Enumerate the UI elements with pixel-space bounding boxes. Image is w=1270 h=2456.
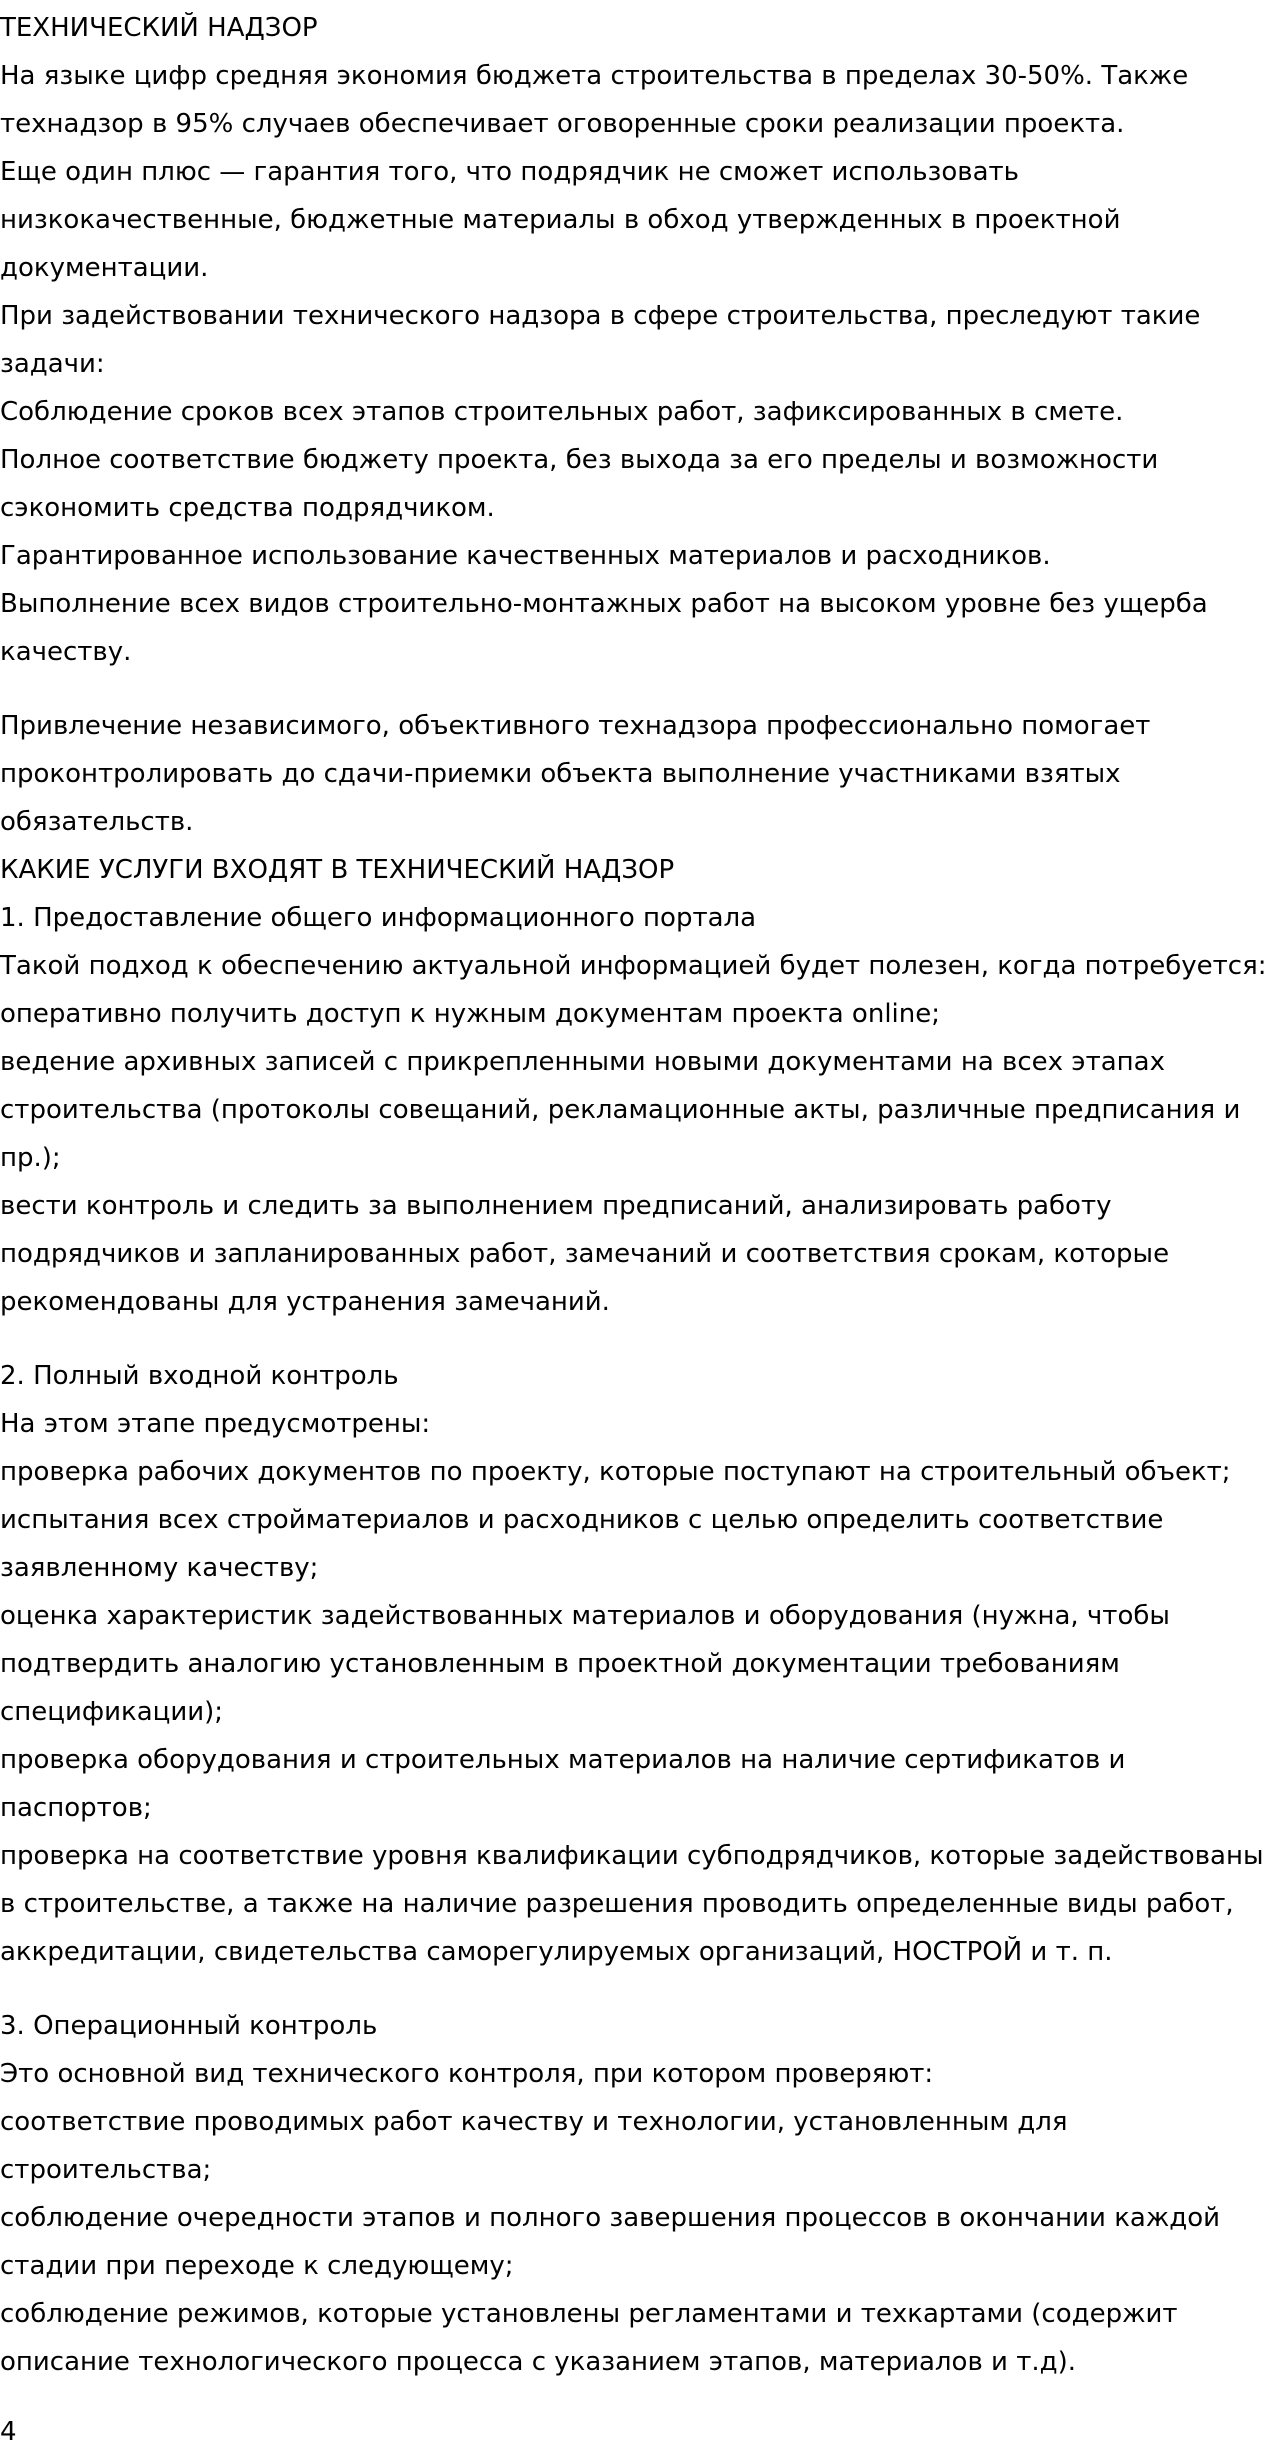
text-line: аккредитации, свидетельства саморегулируемых организаций, НОСТРОЙ и т. п. [0,1937,1113,1967]
text-line: строительства; [0,2155,212,2185]
text-line: проверка на соответствие уровня квалификации субподрядчиков, которые задействованы [0,1841,1264,1871]
text-line: качеству. [0,637,132,667]
text-line: Выполнение всех видов строительно-монтажных работ на высоком уровне без ущерба [0,589,1208,619]
text-line: 1. Предоставление общего информационного портала [0,903,757,933]
text-line: На языке цифр средняя экономия бюджета строительства в пределах 30-50%. Также [0,61,1189,91]
text-line: документации. [0,253,209,283]
document-body [0,4,1270,2386]
text-line: технадзор в 95% случаев обеспечивает оговоренные сроки реализации проекта. [0,109,1125,139]
page-number: 4 [0,2417,17,2447]
paragraph-gap [0,676,1270,702]
text-line: 3. Операционный контроль [0,2011,378,2041]
text-line: оценка характеристик задействованных материалов и оборудования (нужна, чтобы [0,1601,1170,1631]
text-line: соблюдение очередности этапов и полного завершения процессов в окончании каждой [0,2203,1221,2233]
text-line: 2. Полный входной контроль [0,1361,399,1391]
text-line: Привлечение независимого, объективного технадзора профессионально помогает [0,711,1151,741]
text-line: заявленному качеству; [0,1553,319,1583]
text-line: строительства (протоколы совещаний, рекламационные акты, различные предписания и [0,1095,1241,1125]
text-line: в строительстве, а также на наличие разрешения проводить определенные виды работ, [0,1889,1234,1919]
text-line: подрядчиков и запланированных работ, замечаний и соответствия срокам, которые [0,1239,1170,1269]
text-line: На этом этапе предусмотрены: [0,1409,431,1439]
text-line: испытания всех стройматериалов и расходников с целью определить соответствие [0,1505,1164,1535]
text-line: При задействовании технического надзора в сфере строительства, преследуют такие [0,301,1201,331]
text-line: проверка рабочих документов по проекту, которые поступают на строительный объект; [0,1457,1231,1487]
text-line: стадии при переходе к следующему; [0,2251,514,2281]
text-line: сэкономить средства подрядчиком. [0,493,495,523]
text-line: подтвердить аналогию установленным в проектной документации требованиям [0,1649,1120,1679]
text-line: КАКИЕ УСЛУГИ ВХОДЯТ В ТЕХНИЧЕСКИЙ НАДЗОР [0,855,675,885]
text-line: ведение архивных записей с прикрепленными новыми документами на всех этапах [0,1047,1165,1077]
text-line: проконтролировать до сдачи-приемки объекта выполнение участниками взятых [0,759,1121,789]
text-line: Такой подход к обеспечению актуальной информацией будет полезен, когда потребуется: [0,951,1267,981]
text-line: оперативно получить доступ к нужным документам проекта online; [0,999,940,1029]
text-line: Еще один плюс — гарантия того, что подрядчик не сможет использовать [0,157,1019,187]
text-line: Гарантированное использование качественных материалов и расходников. [0,541,1051,571]
text-line: низкокачественные, бюджетные материалы в обход утвержденных в проектной [0,205,1121,235]
text-line: соответствие проводимых работ качеству и технологии, установленным для [0,2107,1068,2137]
text-line: пр.); [0,1143,61,1173]
text-line: проверка оборудования и строительных материалов на наличие сертификатов и [0,1745,1126,1775]
text-line: паспортов; [0,1793,152,1823]
text-line: вести контроль и следить за выполнением предписаний, анализировать работу [0,1191,1112,1221]
text-line: задачи: [0,349,105,379]
text-line: Полное соответствие бюджету проекта, без выхода за его пределы и возможности [0,445,1159,475]
paragraph-gap [0,1326,1270,1352]
text-line: обязательств. [0,807,194,837]
text-line: описание технологического процесса с указанием этапов, материалов и т.д). [0,2347,1077,2377]
text-line: Соблюдение сроков всех этапов строительных работ, зафиксированных в смете. [0,397,1124,427]
text-line: ТЕХНИЧЕСКИЙ НАДЗОР [0,13,318,43]
text-line: спецификации); [0,1697,224,1727]
text-line: Это основной вид технического контроля, при котором проверяют: [0,2059,934,2089]
text-line: рекомендованы для устранения замечаний. [0,1287,610,1317]
text-line: соблюдение режимов, которые установлены регламентами и техкартами (содержит [0,2299,1178,2329]
paragraph-gap [0,1976,1270,2002]
